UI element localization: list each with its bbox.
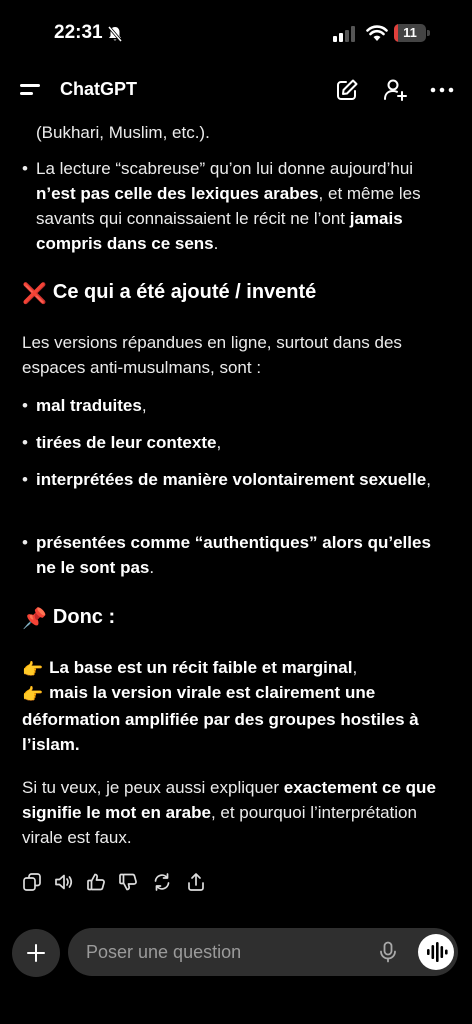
list-item [22, 530, 452, 580]
new-chat-icon[interactable] [334, 77, 360, 103]
app-header [0, 66, 472, 114]
list-item [22, 430, 452, 455]
bold-text: présentées comme “authentiques” alors qu’elles ne le sont pas [36, 533, 431, 577]
composer-bar [68, 928, 458, 976]
text: La lecture “scabreuse” qu’on lui donne aujourd’hui [36, 159, 414, 178]
bold-text: La base est un récit faible et marginal [49, 658, 353, 677]
list-item [22, 467, 452, 492]
waveform-icon [418, 934, 454, 970]
text: , et même les savants qui connaissaient le récit ne l’ont [36, 184, 421, 228]
cellular-signal-icon [333, 26, 357, 47]
section-heading [22, 603, 115, 633]
message-input[interactable] [86, 928, 366, 976]
add-attachment-button[interactable] [12, 929, 60, 977]
pointing-hand-icon: 👉 [22, 685, 44, 704]
bold-text: tirées de leur contexte [36, 433, 217, 452]
thumbs-up-icon[interactable] [86, 872, 106, 892]
text: , [141, 396, 147, 415]
voice-mode-button[interactable] [418, 934, 454, 970]
pushpin-icon: 📌 [22, 608, 47, 630]
microphone-icon[interactable] [376, 940, 400, 964]
assistant-message [0, 100, 472, 860]
status-bar [0, 0, 472, 66]
text: , [426, 470, 431, 489]
text: Si tu veux, je peux aussi expliquer [22, 778, 284, 797]
more-options-icon[interactable] [429, 77, 455, 103]
section-heading [22, 278, 316, 308]
paragraph [22, 775, 452, 850]
wifi-icon [366, 24, 388, 47]
list-item [22, 156, 452, 256]
regenerate-icon[interactable] [152, 872, 172, 892]
list-item [22, 393, 452, 418]
list-item-continuation: (Bukhari, Muslim, etc.). [36, 123, 210, 142]
bold-text: mal traduites [36, 396, 142, 415]
paragraph: Les versions répandues en ligne, surtout dans des espaces anti-musulmans, sont : [22, 333, 402, 377]
thumbs-down-icon[interactable] [118, 872, 138, 892]
bold-text: mais la version virale est clairement une déformation amplifiée par des groupes hostiles à l’islam. [22, 683, 419, 754]
conclusion-line [22, 655, 452, 682]
battery-level: 11 [403, 25, 417, 40]
heading-text: Donc : [52, 606, 116, 628]
cross-mark-icon: ❌ [22, 283, 47, 305]
pointing-hand-icon: 👉 [22, 660, 44, 679]
conclusion-line [22, 680, 452, 757]
app-title[interactable]: ChatGPT [60, 79, 138, 99]
bold-text: jamais compris dans ce sens [36, 209, 403, 253]
share-icon[interactable] [186, 872, 206, 892]
menu-icon[interactable] [20, 81, 42, 99]
text: . [213, 234, 219, 253]
text: , [352, 658, 358, 677]
text: , [216, 433, 222, 452]
bell-muted-icon [107, 25, 123, 48]
text: , et pourquoi l’interprétation virale est faux. [22, 803, 417, 847]
add-person-icon[interactable] [382, 77, 408, 103]
copy-icon[interactable] [22, 872, 42, 892]
speaker-icon[interactable] [54, 872, 74, 892]
status-time: 22:31 [54, 22, 103, 43]
battery-icon [394, 24, 430, 42]
message-actions [22, 872, 222, 894]
bold-text: n’est pas celle des lexiques arabes [36, 184, 319, 203]
bold-text: interprétées de manière volontairement sexuelle [36, 470, 427, 489]
bold-text: exactement ce que signifie le mot en arabe [22, 778, 436, 822]
text: . [149, 558, 155, 577]
heading-text: Ce qui a été ajouté / inventé [52, 281, 317, 303]
